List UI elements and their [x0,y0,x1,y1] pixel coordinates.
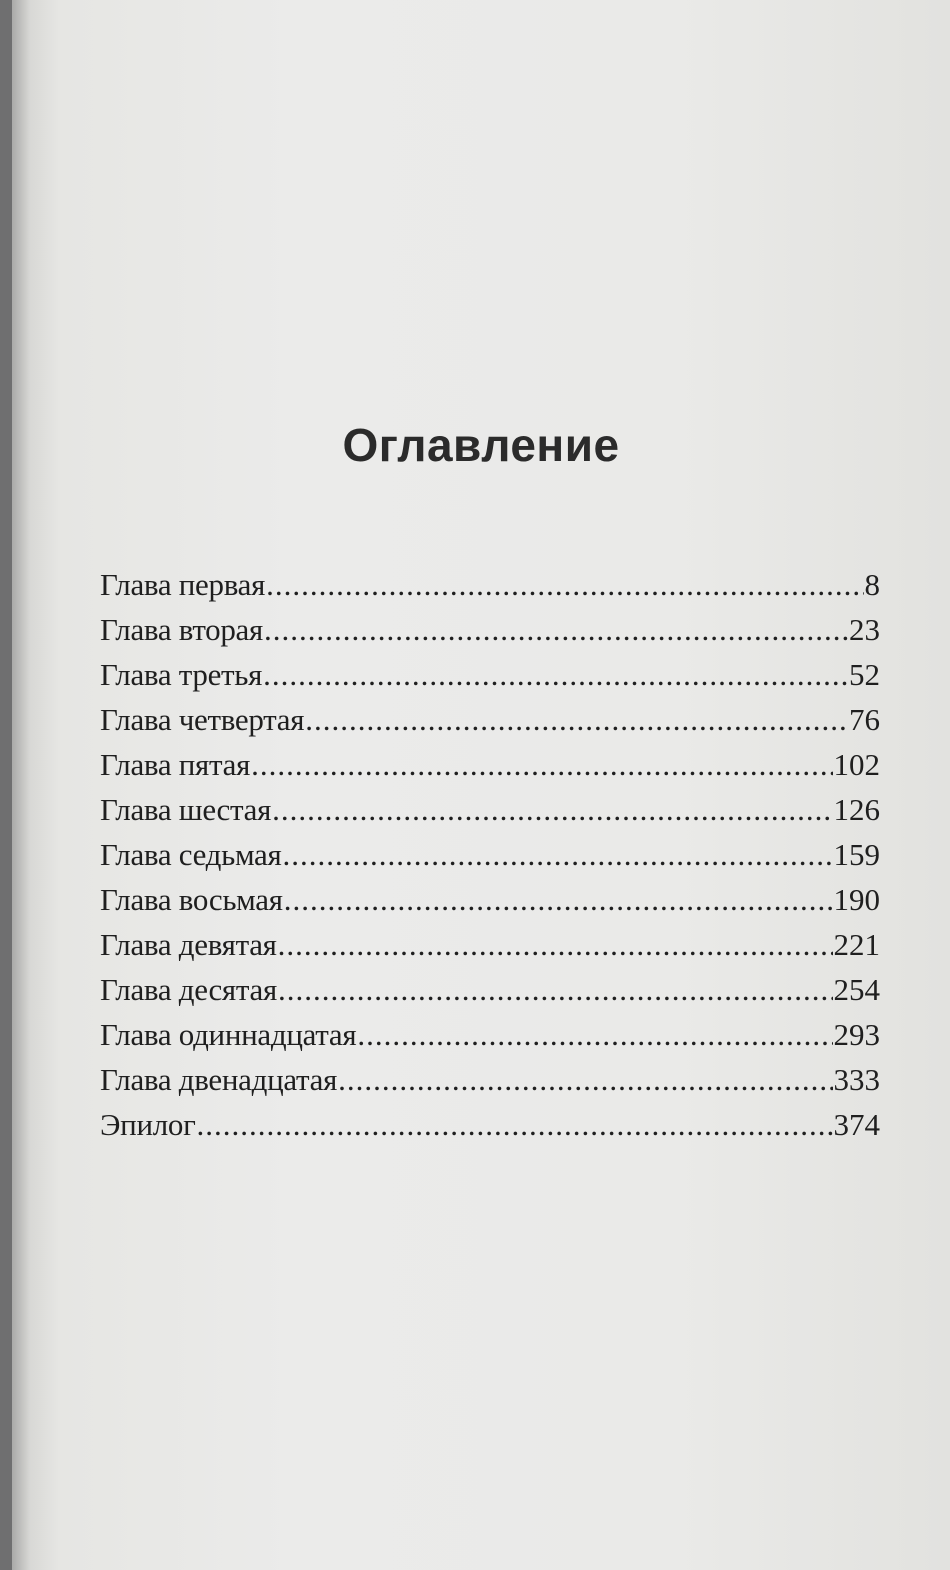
toc-entry-label: Глава десятая [100,972,277,1007]
toc-leader-dots [272,787,832,832]
toc-entry-label: Эпилог [100,1107,196,1142]
toc-entry-label: Глава седьмая [100,837,282,872]
toc-entry [100,697,880,742]
toc-entry-label: Глава восьмая [100,882,283,917]
toc-entry-page: 8 [864,567,880,602]
toc-leader-dots [197,1102,833,1147]
toc-leader-dots [266,562,863,607]
toc-leader-dots [282,832,832,877]
toc-leader-dots [251,742,832,787]
toc-entry-label: Глава первая [100,567,266,602]
book-page [12,0,950,1570]
toc-leader-dots [338,1057,832,1102]
toc-entry [100,1102,880,1147]
toc-entry-page: 52 [849,657,880,692]
toc-entry-label: Глава четвертая [100,702,305,737]
toc-leader-dots [263,652,848,697]
toc-entry-page: 254 [833,972,880,1007]
toc-leader-dots [357,1012,832,1057]
toc-entry-label: Глава пятая [100,747,251,782]
toc-entry [100,787,880,832]
toc-entry-page: 76 [849,702,880,737]
toc-entry [100,922,880,967]
toc-entry [100,652,880,697]
toc-entry [100,1057,880,1102]
toc-leader-dots [278,922,833,967]
toc-entry [100,967,880,1012]
toc-entry [100,742,880,787]
toc-entry-label: Глава вторая [100,612,263,647]
toc-title: Оглавление [342,419,620,471]
toc-leader-dots [305,697,848,742]
toc-entry-page: 23 [849,612,880,647]
toc-entry-page: 333 [833,1062,880,1097]
toc-entry-page: 190 [833,882,880,917]
toc-leader-dots [278,967,833,1012]
toc-entry-label: Глава двенадцатая [100,1062,338,1097]
toc-entry [100,877,880,922]
toc-entry-page: 126 [833,792,880,827]
toc-entry [100,607,880,652]
toc-entry [100,562,880,607]
toc-entry-page: 293 [833,1017,880,1052]
toc-list [100,562,880,1147]
toc-entry-label: Глава шестая [100,792,272,827]
toc-entry [100,1012,880,1057]
toc-entry-label: Глава одиннадцатая [100,1017,357,1052]
toc-leader-dots [264,607,848,652]
toc-entry-page: 159 [833,837,880,872]
toc-leader-dots [284,877,833,922]
toc-entry-label: Глава третья [100,657,263,692]
toc-entry-page: 374 [833,1107,880,1142]
toc-entry-label: Глава девятая [100,927,277,962]
toc-entry-page: 102 [833,747,880,782]
toc-entry [100,832,880,877]
toc-entry-page: 221 [833,927,880,962]
